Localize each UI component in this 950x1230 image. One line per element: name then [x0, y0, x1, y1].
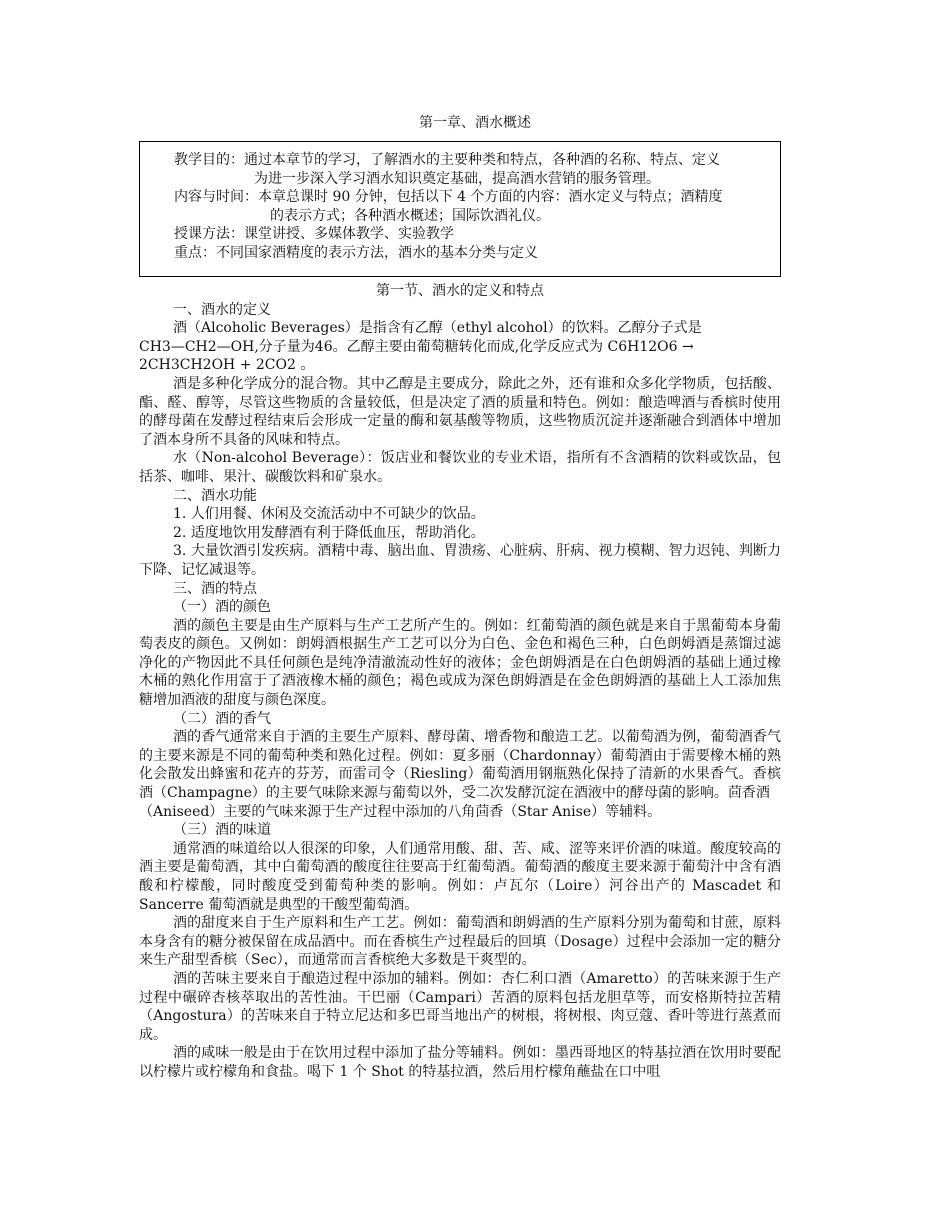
definition-line-1: 酒（Alcoholic Beverages）是指含有乙醇（ethyl alcohol）的饮料。乙醇分子式是 — [173, 320, 702, 337]
function-item: 2. 适度地饮用发酵酒有利于降低血压，帮助消化。 — [173, 524, 485, 541]
content-time-line-2: 的表示方式；各种酒水概述；国际饮酒礼仪。 — [270, 207, 550, 224]
paragraph-water: 水（Non-alcohol Beverage）：饭店业和餐饮业的专业术语，指所有不含酒精的饮料或饮品，包括茶、咖啡、果汁、碳酸饮料和矿泉水。 — [139, 450, 781, 485]
definition-line-3: 2CH3CH2OH + 2CO2 。 — [139, 357, 315, 374]
function-item: 3. 大量饮酒引发疾病。酒精中毒、脑出血、胃溃疡、心脏病、肝病、视力模糊、智力迟钝、判断力下降、记忆减退等。 — [139, 543, 781, 578]
teaching-goal-line-2: 为进一步深入学习酒水知识奠定基础，提高酒水营销的服务管理。 — [254, 170, 660, 187]
subheading-aroma: （二）酒的香气 — [173, 710, 271, 727]
subheading-taste: （三）酒的味道 — [173, 822, 271, 839]
section-title: 第一节、酒水的定义和特点 — [376, 283, 544, 299]
heading-characteristics: 三、酒的特点 — [173, 580, 257, 597]
paragraph-composition: 酒是多种化学成分的混合物。其中乙醇是主要成分，除此之外，还有谁和众多化学物质，包括酸、酯、醛、醇等，尽管这些物质的含量较低，但是决定了酒的质量和特色。例如：酿造啤酒与香槟时使用的酵母菌在发酵过程结束后会形成一定量的酶和氨基酸等物质，这些物质沉淀并逐渐融合到酒体中增加了酒本身所不具备的风味和特点。 — [139, 375, 781, 448]
key-points: 重点：不同国家酒精度的表示方法，酒水的基本分类与定义 — [174, 244, 538, 261]
heading-functions: 二、酒水功能 — [173, 487, 257, 504]
paragraph-taste-sweetness: 酒的甜度来自于生产原料和生产工艺。例如：葡萄酒和朗姆酒的生产原料分别为葡萄和甘蔗，原料本身含有的糖分被保留在成品酒中。而在香槟生产过程最后的回填（Dosage）过程中会添加一定的糖分来生产甜型香槟（Sec），而通常而言香槟绝大多数是干爽型的。 — [139, 915, 781, 969]
paragraph-aroma: 酒的香气通常来自于酒的主要生产原料、酵母菌、增香物和酿造工艺。以葡萄酒为例，葡萄酒香气的主要来源是不同的葡萄种类和熟化过程。例如：夏多丽（Chardonnay）葡萄酒由于需要橡木桶的熟化会散发出蜂蜜和花卉的芬芳，而雷司令（Riesling）葡萄酒用钢瓶熟化保持了清新的水果香气。香槟酒（Champagne）的主要气味除来源与葡萄以外，受二次发酵沉淀在酒液中的酵母菌的影响。茴香酒 — [139, 729, 781, 802]
paragraph-aroma-aniseed: （Aniseed）主要的气味来源于生产过程中添加的八角茴香（Star Anise）等辅料。 — [139, 803, 662, 820]
definition-line-2: CH3—CH2—OH,分子量为46。乙醇主要由葡萄糖转化而成,化学反应式为 C6H12O6 → — [139, 338, 694, 355]
section-content — [139, 282, 781, 1082]
teaching-goal-line-1: 教学目的：通过本章节的学习，了解酒水的主要种类和特点，各种酒的名称、特点、定义 — [174, 152, 720, 168]
chapter-title: 第一章、酒水概述 — [419, 115, 531, 131]
teaching-method: 授课方法：课堂讲授、多媒体教学、实验教学 — [174, 226, 454, 243]
heading-definition: 一、酒水的定义 — [173, 301, 271, 318]
paragraph-taste-saltiness: 酒的咸味一般是由于在饮用过程中添加了盐分等辅料。例如：墨西哥地区的特基拉酒在饮用时要配以柠檬片或柠檬角和食盐。喝下 1 个 Shot 的特基拉酒，然后用柠檬角蘸盐在口中咀 — [139, 1045, 781, 1080]
function-item: 1. 人们用餐、休闲及交流活动中不可缺少的饮品。 — [173, 506, 485, 523]
paragraph-taste-bitterness: 酒的苦味主要来自于酿造过程中添加的辅料。例如：杏仁利口酒（Amaretto）的苦味来源于生产过程中碾碎杏核萃取出的苦性油。干巴丽（Campari）苦酒的原料包括龙胆草等，而安格斯特拉苦精（Angostura）的苦味来自于特立尼达和多巴哥当地出产的树根，将树根、肉豆蔻、香叶等进行蒸煮而成。 — [139, 970, 781, 1043]
subheading-color: （一）酒的颜色 — [173, 599, 271, 616]
content-time-line-1: 内容与时间：本章总课时 90 分钟，包括以下 4 个方面的内容：酒水定义与特点；酒精度 — [174, 189, 723, 206]
paragraph-color: 酒的颜色主要是由生产原料与生产工艺所产生的。例如：红葡萄酒的颜色就是来自于黑葡萄本身葡萄表皮的颜色。又例如：朗姆酒根据生产工艺可以分为白色、金色和褐色三种，白色朗姆酒是蒸馏过滤净化的产物因此不具任何颜色是纯净清澈流动性好的液体；金色朗姆酒是在白色朗姆酒的基础上通过橡木桶的熟化作用富于了酒液橡木桶的颜色；褐色或成为深色朗姆酒是在金色朗姆酒的基础上人工添加焦糖增加酒液的甜度与颜色深度。 — [139, 617, 781, 709]
paragraph-taste-acidity: 通常酒的味道给以人很深的印象，人们通常用酸、甜、苦、咸、涩等来评价酒的味道。酸度较高的酒主要是葡萄酒，其中白葡萄酒的酸度往往要高于红葡萄酒。葡萄酒的酸度主要来源于葡萄汁中含有酒酸和柠檬酸，同时酸度受到葡萄种类的影响。例如：卢瓦尔（Loire）河谷出产的 Mascadet 和 Sancerre 葡萄酒就是典型的干酸型葡萄酒。 — [139, 840, 781, 913]
teaching-objectives-box — [139, 141, 781, 277]
